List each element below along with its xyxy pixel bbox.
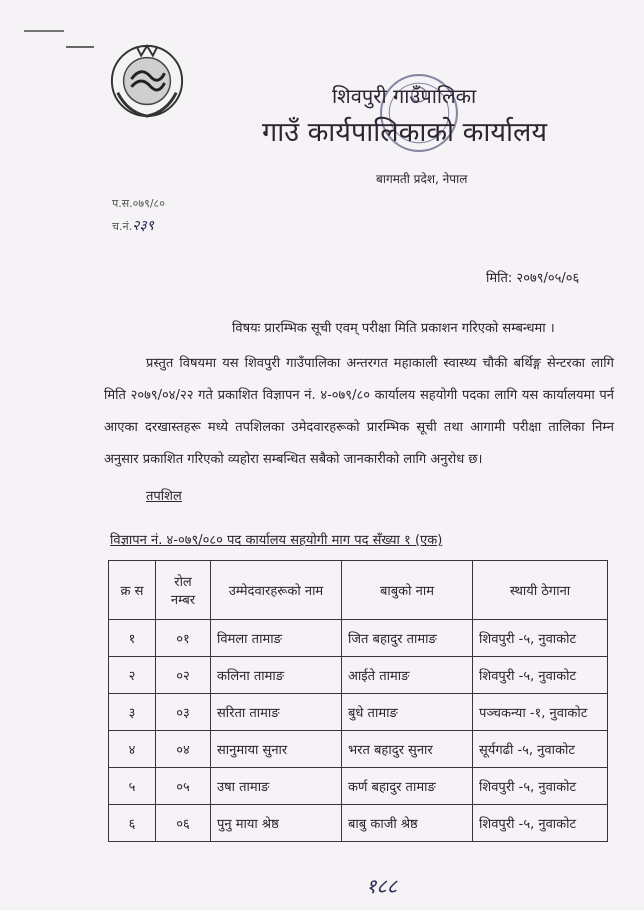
chalani-value: २३९ <box>132 218 154 234</box>
office-address: बागमती प्रदेश, नेपाल <box>376 172 468 186</box>
letter-date: मिति: २०७९/०५/०६ <box>486 271 580 286</box>
cell-address: पञ्चकन्या -१, नुवाकोट <box>473 694 608 731</box>
cell-father: बुधे तामाङ <box>342 694 473 731</box>
letter-subject: विषयः प्रारम्भिक सूची एवम् परीक्षा मिति प्रकाशन गरिएको सम्बन्धमा । <box>232 321 555 336</box>
cell-roll: ०१ <box>156 620 211 657</box>
cell-roll: ०६ <box>156 805 211 842</box>
chalani-number <box>112 216 154 235</box>
cell-candidate: उषा तामाङ <box>211 768 342 805</box>
cell-roll: ०२ <box>156 657 211 694</box>
table-row <box>109 768 608 805</box>
cell-address: शिवपुरी -५, नुवाकोट <box>473 657 608 694</box>
cell-sn: १ <box>109 620 156 657</box>
cell-father: भरत बहादुर सुनार <box>342 731 473 768</box>
cell-sn: ६ <box>109 805 156 842</box>
cell-candidate: विमला तामाङ <box>211 620 342 657</box>
col-roll: रोल नम्बर <box>156 561 211 620</box>
col-candidate: उम्मेदवारहरूको नाम <box>211 561 342 620</box>
table-row <box>109 694 608 731</box>
cell-sn: ४ <box>109 731 156 768</box>
table-row <box>109 620 608 657</box>
table-header-row <box>109 561 608 620</box>
table-row <box>109 805 608 842</box>
col-father: बाबुको नाम <box>342 561 473 620</box>
col-address: स्थायी ठेगाना <box>473 561 608 620</box>
cell-father: कर्ण बहादुर तामाङ <box>342 768 473 805</box>
table-row <box>109 657 608 694</box>
cell-candidate: कलिना तामाङ <box>211 657 342 694</box>
detail-heading: तपशिल <box>146 489 182 504</box>
cell-father: जित बहादुर तामाङ <box>342 620 473 657</box>
cell-candidate: सानुमाया सुनार <box>211 731 342 768</box>
patra-sankhya: प.स.०७९/८० <box>112 197 165 210</box>
cell-candidate: सरिता तामाङ <box>211 694 342 731</box>
chalani-label: च.नं. <box>112 220 133 233</box>
letter-body: प्रस्तुत विषयमा यस शिवपुरी गाउँपालिका अन्तरगत महाकाली स्वास्थ्य चौकी बर्थिङ्ग सेन्टरका लागि मिति २०७९/०४/२२ गते प्रकाशित विज्ञापन नं. ४-०७९/८० कार्यालय सहयोगी पदका लागि यस कार्यालयमा पर्न आएका दरखास्तहरू मध्ये तपशिलका उमेदवारहरूको प्रारम्भिक सूची तथा आगामी परीक्षा तालिका निम्न अनुसार प्रकाशित गरिएको व्यहोरा सम्बन्धित सबैको जानकारीको लागि अनुरोध छ। <box>104 356 614 467</box>
cell-roll: ०४ <box>156 731 211 768</box>
cell-address: शिवपुरी -५, नुवाकोट <box>473 620 608 657</box>
cell-sn: ३ <box>109 694 156 731</box>
scan-mark <box>66 46 94 48</box>
cell-sn: २ <box>109 657 156 694</box>
cell-candidate: पुनु माया श्रेष्ठ <box>211 805 342 842</box>
cell-address: सूर्यगढी -५, नुवाकोट <box>473 731 608 768</box>
col-sn: क्र स <box>109 561 156 620</box>
cell-roll: ०३ <box>156 694 211 731</box>
candidate-table <box>108 560 608 842</box>
cell-father: बाबु काजी श्रेष्ठ <box>342 805 473 842</box>
cell-father: आईते तामाङ <box>342 657 473 694</box>
cell-sn: ५ <box>109 768 156 805</box>
handwritten-page-number: १८८ <box>366 874 398 898</box>
nepal-emblem-icon <box>108 42 186 120</box>
table-row <box>109 731 608 768</box>
scan-mark <box>24 30 64 32</box>
cell-address: शिवपुरी -५, नुवाकोट <box>473 805 608 842</box>
cell-address: शिवपुरी -५, नुवाकोट <box>473 768 608 805</box>
municipality-name: शिवपुरी गाउँपालिका <box>332 84 477 108</box>
cell-roll: ०५ <box>156 768 211 805</box>
office-name: गाउँ कार्यपालिकाको कार्यालय <box>262 117 547 148</box>
notice-line: विज्ञापन नं. ४-०७९/०८० पद कार्यालय सहयोगी माग पद सँख्या १ (एक) <box>110 533 443 548</box>
